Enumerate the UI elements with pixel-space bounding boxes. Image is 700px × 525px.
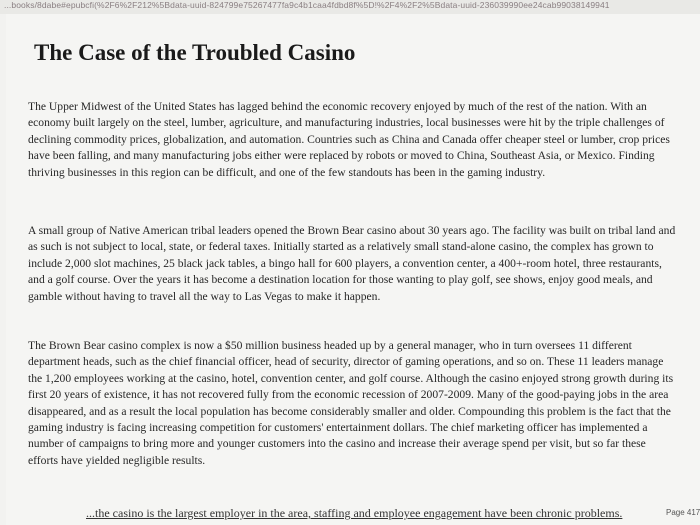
paragraph-2: A small group of Native American tribal leaders opened the Brown Bear casino about 30 years ago. The facility was built on tribal land and as such is not subject to local, state, or federal taxes. Initially started as a relatively small stand-alone casino, the complex has grown to include 2,000 slot machines, 25 black jack tables, a bingo hall for 600 players, a convention center, a 400+-room hotel, three restaurants, and a golf course. Over the years it has become a destination location for those wanting to play golf, see shows, enjoy good meals, and gamble without having to travel all the way to Las Vegas to make it happen. <box>28 224 676 303</box>
document-title: The Case of the Troubled Casino <box>34 40 356 65</box>
paragraph-1: The Upper Midwest of the United States has lagged behind the economic recovery enjoyed by much of the rest of the nation. With an economy built largely on the steel, lumber, agriculture, and manufacturing industries, local businesses were hit by the triple challenges of declining commodity prices, globalization, and automation. Countries such as China and Canada offer cheaper steel or lumber, crop prices have been falling, and many manufacturing jobs either were replaced by robots or moved to China, Southeast Asia, or Mexico. Finding thriving businesses in this region can be difficult, and one of the few standouts has been in the gaming industry. <box>28 100 670 179</box>
url-text: ...books/8dabe#epubcfi(%2F6%2F212%5Bdata-uuid-824799e75267477fa9c4b1caa4fdbd8f%5D!%2F4%2F2%5Bdata-uuid-236039990ee24cab99038149941 <box>4 0 610 10</box>
url-bar[interactable] <box>0 0 700 14</box>
cutoff-line <box>86 506 646 524</box>
paragraph-3: The Brown Bear casino complex is now a $50 million business headed up by a general manager, who in turn oversees 11 different department heads, such as the chief financial officer, head of security, director of gaming operations, and so on. These 11 leaders manage the 1,200 employees working at the casino, hotel, convention center, and golf course. Although the casino enjoyed strong growth during its first 20 years of existence, it has not recovered fully from the economic recession of 2007-2009. Many of the good-paying jobs in the area disappeared, and as a result the local population has become considerably smaller and older. Compounding this problem is the fact that the gaming industry is facing increasing competition for customers' entertainment dollars. The chief marketing officer has implemented a number of campaigns to bring more and younger customers into the casino and increase their average spend per visit, but so far these efforts have yielded negligible results. <box>28 339 674 467</box>
cutoff-text: ...the casino is the largest employer in the area, staffing and employee engagement have been chronic problems. <box>86 506 623 520</box>
document-page <box>6 14 700 525</box>
page-number: Page 417 <box>666 508 700 517</box>
